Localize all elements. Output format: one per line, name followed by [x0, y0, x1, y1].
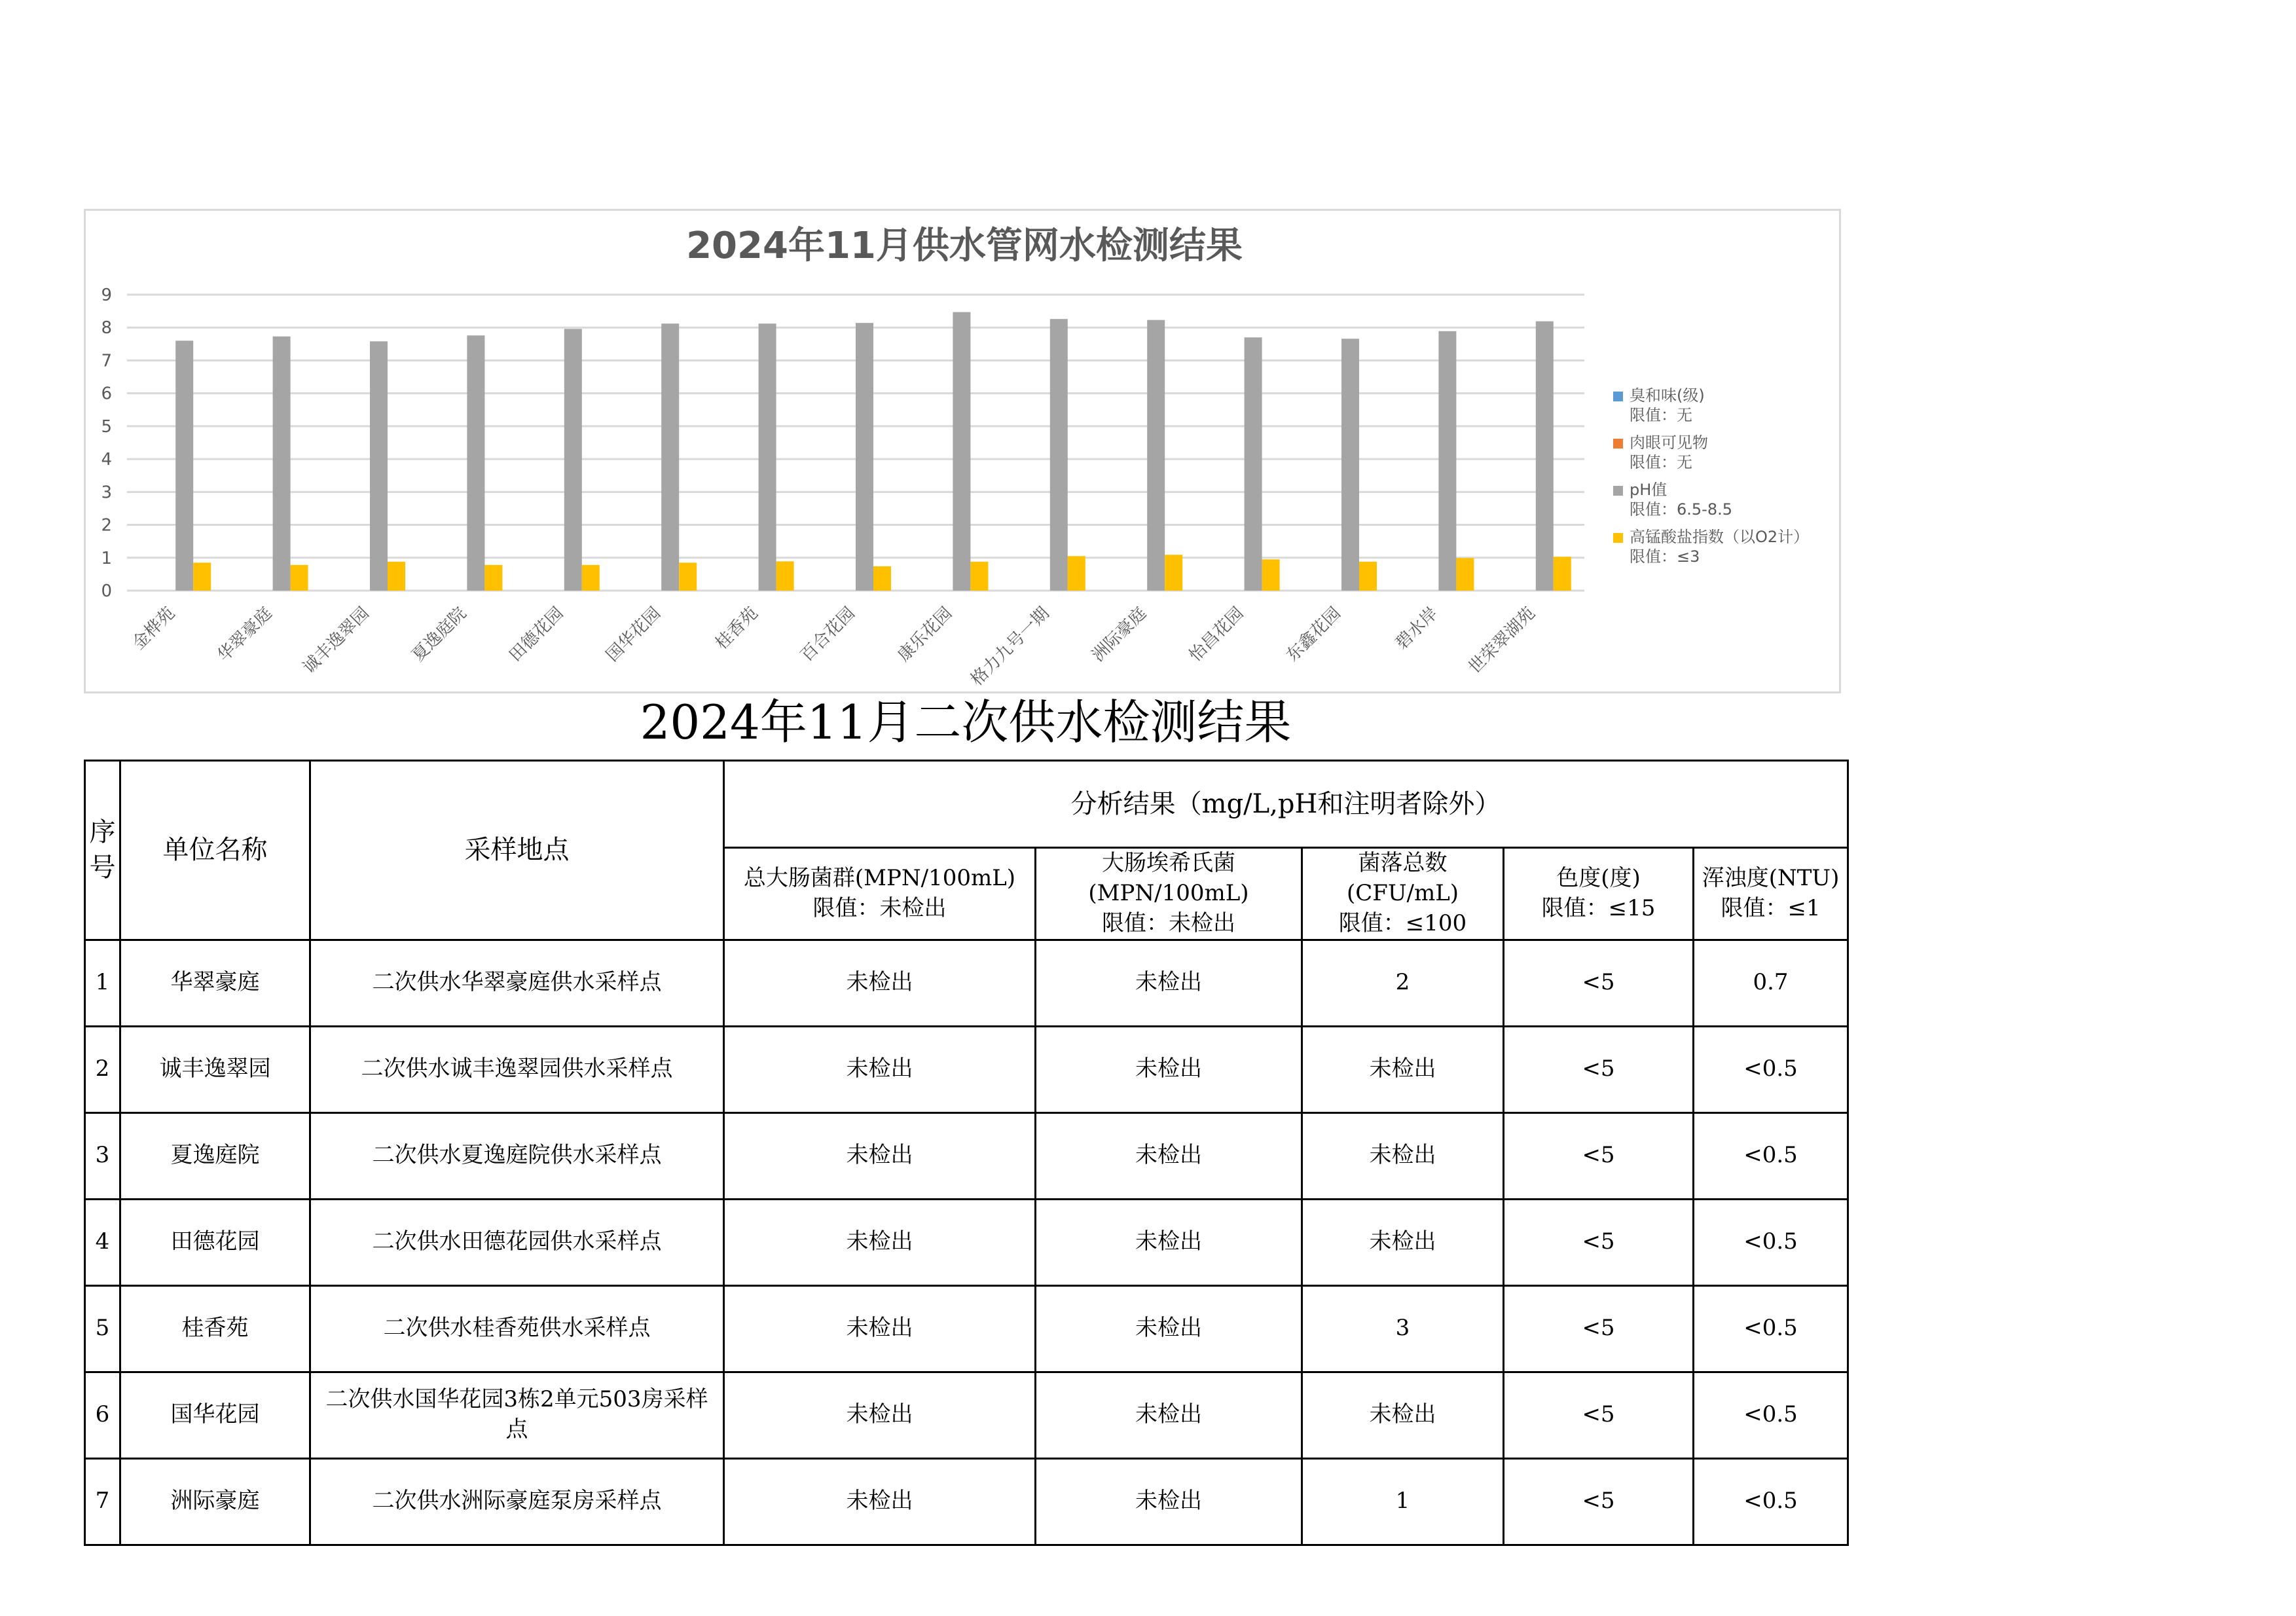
bar-permanganate — [1554, 557, 1571, 591]
table-cell: 3 — [1302, 1285, 1504, 1372]
table-cell: <5 — [1504, 1026, 1694, 1112]
bar-permanganate — [1165, 555, 1182, 591]
header-col-limit: 限值：未检出 — [1102, 909, 1235, 936]
table-cell: 未检出 — [1302, 1112, 1504, 1199]
table-cell: 桂香苑 — [120, 1285, 310, 1372]
x-tick-label: 国华花园 — [602, 603, 665, 666]
header-col-0 — [724, 848, 1036, 940]
table-cell: 未检出 — [1302, 1026, 1504, 1112]
bar-ph — [564, 329, 582, 591]
x-tick-label: 怡昌花园 — [1185, 603, 1248, 666]
legend-limit: 限值：≤3 — [1630, 547, 1700, 566]
table-cell: 二次供水华翠豪庭供水采样点 — [310, 940, 724, 1026]
table-row — [85, 1372, 1848, 1458]
table-cell: 7 — [85, 1458, 120, 1545]
table-cell: 未检出 — [724, 1112, 1036, 1199]
bar-ph — [467, 335, 484, 591]
y-tick-label: 0 — [101, 581, 112, 601]
table-cell: 二次供水桂香苑供水采样点 — [310, 1285, 724, 1372]
table-cell: 未检出 — [1036, 1026, 1302, 1112]
table-cell: 未检出 — [724, 1372, 1036, 1458]
bar-permanganate — [873, 566, 891, 591]
bar-permanganate — [388, 562, 405, 591]
y-tick-label: 5 — [101, 416, 112, 437]
table-cell: 3 — [85, 1112, 120, 1199]
table-cell: 诚丰逸翠园 — [120, 1026, 310, 1112]
table-cell: 未检出 — [724, 1285, 1036, 1372]
chart-svg — [86, 211, 1841, 693]
table-cell: 未检出 — [1036, 1372, 1302, 1458]
bar-permanganate — [291, 565, 308, 591]
bar-permanganate — [1262, 559, 1280, 591]
bar-permanganate — [193, 562, 211, 591]
results-table — [84, 760, 1849, 1546]
x-tick-label: 桂香苑 — [712, 603, 762, 654]
table-cell: <5 — [1504, 1199, 1694, 1285]
bar-ph — [1147, 320, 1165, 591]
table-cell: 未检出 — [1036, 1458, 1302, 1545]
table-row — [85, 1026, 1848, 1112]
table-cell: <0.5 — [1694, 1112, 1848, 1199]
bar-ph — [175, 340, 193, 591]
x-tick-label: 田德花园 — [505, 603, 568, 666]
header-col-limit: 限值：≤100 — [1338, 909, 1467, 936]
table-cell: <0.5 — [1694, 1199, 1848, 1285]
legend-label: 臭和味(级) — [1630, 386, 1705, 405]
header-unit: 单位名称 — [120, 761, 310, 940]
legend-limit: 限值：6.5-8.5 — [1630, 500, 1732, 519]
legend-swatch — [1613, 486, 1623, 496]
header-analysis: 分析结果（mg/L,pH和注明者除外） — [724, 761, 1848, 848]
table-cell: <0.5 — [1694, 1458, 1848, 1545]
x-tick-label: 金桦苑 — [128, 603, 179, 654]
legend-swatch — [1613, 392, 1623, 401]
y-tick-label: 4 — [101, 450, 112, 470]
legend-label: 高锰酸盐指数（以O2计） — [1630, 528, 1810, 546]
bar-permanganate — [1068, 556, 1085, 591]
x-tick-label: 康乐花园 — [894, 603, 957, 666]
bar-ph — [1438, 331, 1456, 591]
table-cell: 国华花园 — [120, 1372, 310, 1458]
y-tick-label: 6 — [101, 384, 112, 404]
legend-label: 肉眼可见物 — [1630, 433, 1708, 452]
chart-title: 2024年11月供水管网水检测结果 — [686, 225, 1243, 267]
legend-swatch — [1613, 533, 1623, 543]
bar-ph — [1341, 339, 1359, 591]
header-col-1 — [1036, 848, 1302, 940]
table-cell: 田德花园 — [120, 1199, 310, 1285]
header-col-limit: 限值：未检出 — [812, 894, 947, 921]
table-cell: <0.5 — [1694, 1372, 1848, 1458]
header-col-name: 总大肠菌群(MPN/100mL) — [743, 864, 1016, 891]
table-cell: 未检出 — [1036, 940, 1302, 1026]
header-index — [85, 761, 120, 940]
legend-limit: 限值：无 — [1630, 406, 1692, 424]
x-tick-label: 华翠豪庭 — [213, 603, 276, 666]
header-col-name: 色度(度) — [1556, 864, 1641, 891]
table-cell: 未检出 — [1036, 1199, 1302, 1285]
table-title: 2024年11月二次供水检测结果 — [640, 695, 1292, 750]
table-cell: 1 — [1302, 1458, 1504, 1545]
table-cell: <5 — [1504, 940, 1694, 1026]
header-col-name: 大肠埃希氏菌(MPN/100mL) — [1088, 850, 1249, 906]
table-cell: 华翠豪庭 — [120, 940, 310, 1026]
x-tick-label: 夏逸庭院 — [408, 603, 471, 666]
table-row — [85, 1285, 1848, 1372]
bar-permanganate — [484, 565, 502, 591]
y-tick-label: 2 — [101, 515, 112, 536]
header-col-limit: 限值：≤15 — [1541, 894, 1656, 921]
x-tick-label: 百合花园 — [797, 603, 859, 666]
bar-ph — [370, 341, 388, 591]
bar-permanganate — [679, 562, 697, 591]
table-cell: <0.5 — [1694, 1285, 1848, 1372]
table-cell: 二次供水国华花园3栋2单元503房采样点 — [310, 1372, 724, 1458]
header-col-2 — [1302, 848, 1504, 940]
bar-ph — [1050, 319, 1068, 591]
table-cell: 2 — [1302, 940, 1504, 1026]
table-cell: 二次供水诚丰逸翠园供水采样点 — [310, 1026, 724, 1112]
bar-permanganate — [776, 561, 794, 591]
y-tick-label: 8 — [101, 318, 112, 339]
table-row — [85, 1458, 1848, 1545]
table-row — [85, 940, 1848, 1026]
header-site: 采样地点 — [310, 761, 724, 940]
table-cell: 洲际豪庭 — [120, 1458, 310, 1545]
bar-permanganate — [582, 565, 600, 591]
table-cell: 2 — [85, 1026, 120, 1112]
table-cell: 未检出 — [1036, 1112, 1302, 1199]
header-col-name: 菌落总数 (CFU/mL) — [1346, 850, 1459, 906]
table-cell: 未检出 — [1302, 1199, 1504, 1285]
legend-swatch — [1613, 439, 1623, 449]
table-cell: 未检出 — [724, 1458, 1036, 1545]
table-cell: 5 — [85, 1285, 120, 1372]
header-col-3 — [1504, 848, 1694, 940]
bar-ph — [953, 312, 970, 591]
x-tick-label: 碧水岸 — [1391, 603, 1442, 654]
header-col-name: 浑浊度(NTU) — [1702, 864, 1840, 891]
table-cell: 未检出 — [724, 940, 1036, 1026]
header-index-label: 序号 — [89, 817, 116, 883]
table-cell: <5 — [1504, 1112, 1694, 1199]
bar-ph — [1536, 321, 1554, 591]
bar-permanganate — [970, 562, 988, 591]
table-cell: 6 — [85, 1372, 120, 1458]
legend-label: pH值 — [1630, 481, 1667, 499]
table-row — [85, 1112, 1848, 1199]
bar-permanganate — [1359, 562, 1377, 591]
y-tick-label: 7 — [101, 351, 112, 371]
chart — [84, 209, 1841, 693]
x-tick-label: 东鑫花园 — [1283, 603, 1345, 666]
table-cell: 1 — [85, 940, 120, 1026]
table-cell: 夏逸庭院 — [120, 1112, 310, 1199]
bar-ph — [661, 323, 679, 591]
table-cell: 二次供水夏逸庭院供水采样点 — [310, 1112, 724, 1199]
x-tick-label: 洲际豪庭 — [1088, 603, 1151, 666]
table-cell: 二次供水洲际豪庭泵房采样点 — [310, 1458, 724, 1545]
bar-ph — [759, 323, 776, 591]
table-cell: <5 — [1504, 1458, 1694, 1545]
y-tick-label: 3 — [101, 483, 112, 503]
bar-permanganate — [1456, 558, 1474, 591]
bar-ph — [1245, 337, 1262, 591]
table-row — [85, 1199, 1848, 1285]
table-cell: 0.7 — [1694, 940, 1848, 1026]
table-cell: 未检出 — [724, 1026, 1036, 1112]
table-cell: 未检出 — [724, 1199, 1036, 1285]
x-tick-label: 世荣翠湖苑 — [1465, 603, 1539, 678]
y-tick-label: 9 — [101, 285, 112, 305]
header-col-limit: 限值：≤1 — [1721, 894, 1821, 921]
table-cell: 未检出 — [1036, 1285, 1302, 1372]
table-cell: <5 — [1504, 1285, 1694, 1372]
table-cell: 4 — [85, 1199, 120, 1285]
x-tick-label: 诚丰逸翠园 — [299, 603, 373, 678]
table-cell: <0.5 — [1694, 1026, 1848, 1112]
bar-ph — [856, 323, 873, 591]
table-cell: 未检出 — [1302, 1372, 1504, 1458]
bar-ph — [273, 337, 291, 591]
x-tick-label: 格力九号一期 — [967, 603, 1053, 690]
y-tick-label: 1 — [101, 548, 112, 568]
header-col-4 — [1694, 848, 1848, 940]
legend-limit: 限值：无 — [1630, 453, 1692, 471]
table-cell: <5 — [1504, 1372, 1694, 1458]
table-cell: 二次供水田德花园供水采样点 — [310, 1199, 724, 1285]
